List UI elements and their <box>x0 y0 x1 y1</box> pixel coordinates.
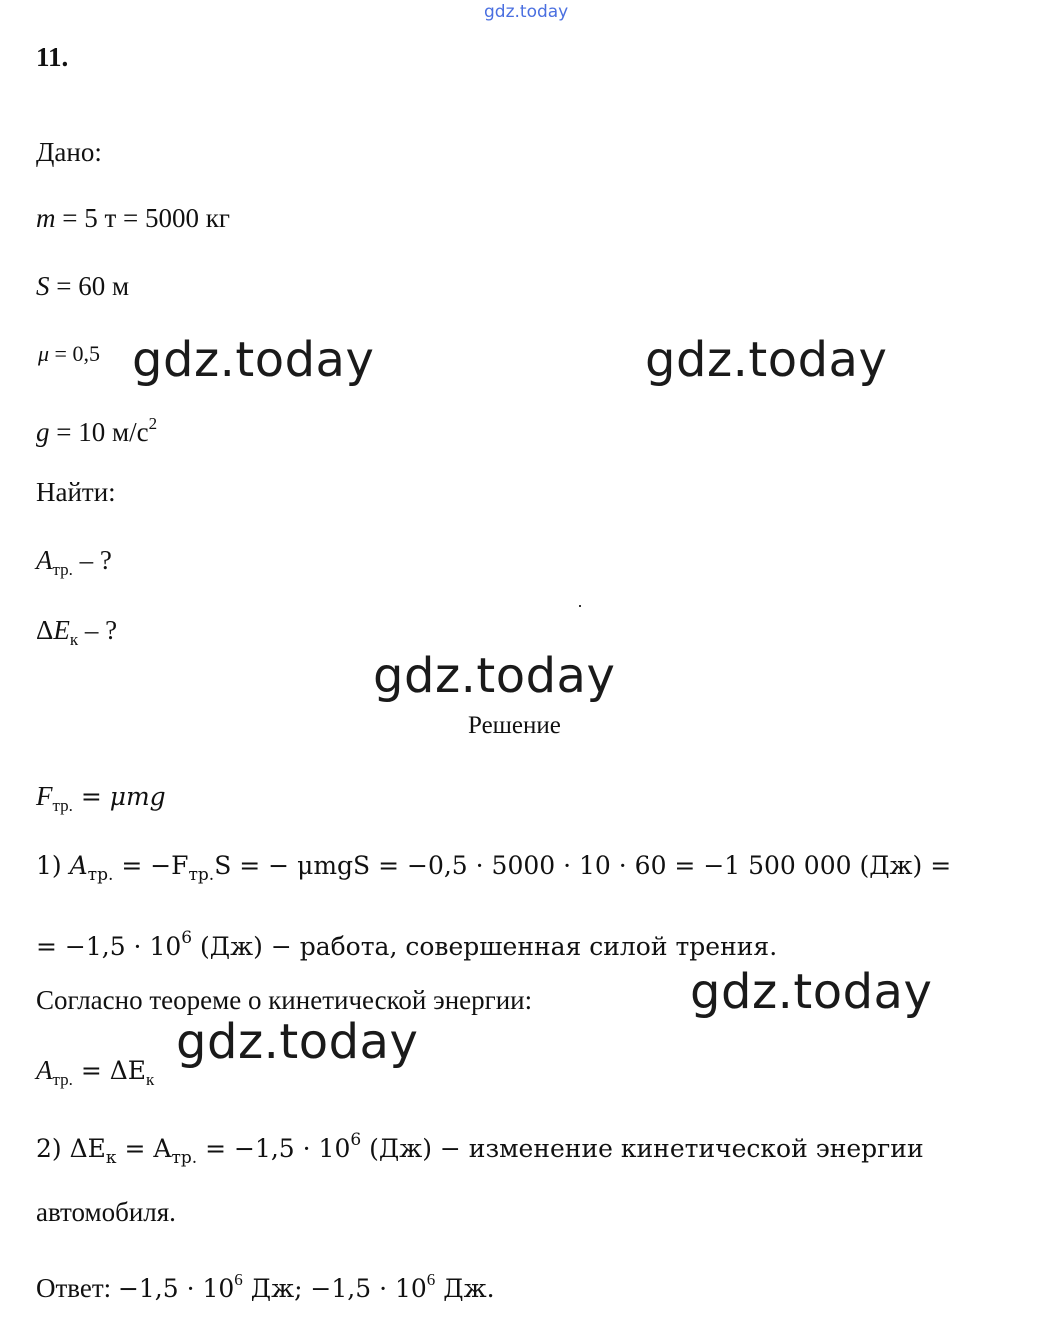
gravity-value: = 10 м/с <box>49 417 149 447</box>
step2-line2: автомобиля. <box>36 1197 176 1227</box>
force-rhs: = μmg <box>72 782 166 811</box>
step2-mid: = A <box>116 1134 172 1163</box>
answer-label: Ответ: <box>36 1273 118 1303</box>
step2-exponent: 6 <box>350 1130 362 1150</box>
solution-heading: Решение <box>468 712 561 739</box>
watermark: gdz.today <box>690 964 933 1020</box>
watermark: gdz.today <box>132 332 375 388</box>
find-heading: Найти: <box>36 477 116 507</box>
mu-value: = 0,5 <box>49 341 100 366</box>
equality-work-subscript: тр. <box>52 1070 73 1089</box>
watermark: gdz.today <box>176 1014 419 1070</box>
step1-rest: S = − μmgS = −0,5 · 5000 · 10 · 60 = −1 500 000 (Дж) = <box>214 851 952 880</box>
step1-line2 <box>36 922 777 963</box>
find-work <box>36 544 112 586</box>
work-question: – ? <box>72 545 112 575</box>
step2-pre: = −1,5 · 10 <box>197 1134 351 1163</box>
speck-dot <box>579 605 581 607</box>
delta-symbol: Δ <box>36 615 54 645</box>
answer-part-b: Дж; −1,5 · 10 <box>242 1274 427 1303</box>
step1-line2-pre: = −1,5 · 10 <box>36 932 182 961</box>
given-gravity <box>36 408 157 448</box>
step1-line2-exponent: 6 <box>181 928 193 948</box>
mass-value: = 5 т = 5000 кг <box>55 203 230 233</box>
step1-work-symbol: A <box>69 851 88 880</box>
step1-line1 <box>36 850 951 891</box>
answer-exponent-2: 6 <box>426 1270 436 1289</box>
equality-mid: = ΔE <box>72 1056 147 1085</box>
step1-force-subscript: тр. <box>188 865 215 885</box>
problem-number: 11. <box>36 42 69 72</box>
step1-line2-rest: (Дж) − работа, совершенная силой трения. <box>192 932 778 961</box>
step1-prefix: 1) <box>36 851 70 880</box>
answer-exponent-1: 6 <box>234 1270 243 1289</box>
find-energy-change <box>36 614 117 656</box>
work-energy-equality <box>36 1054 154 1096</box>
given-friction-coef <box>38 340 100 368</box>
energy-question: – ? <box>78 615 118 645</box>
answer-line <box>36 1264 495 1305</box>
work-subscript: тр. <box>52 560 73 579</box>
given-mass <box>36 202 230 234</box>
watermark: gdz.today <box>645 332 888 388</box>
work-symbol: A <box>36 545 53 575</box>
friction-force-formula <box>36 780 166 822</box>
step2-line1 <box>36 1124 924 1174</box>
step2-prefix: 2) ΔE <box>36 1134 106 1163</box>
mu-symbol: μ <box>38 341 50 366</box>
equality-energy-subscript: к <box>146 1070 155 1089</box>
answer-part-a: −1,5 · 10 <box>117 1274 235 1303</box>
header-watermark: gdz.today <box>484 2 569 22</box>
mass-symbol: m <box>36 203 56 233</box>
answer-part-c: Дж. <box>435 1274 495 1303</box>
force-symbol: F <box>36 781 53 811</box>
given-heading: Дано: <box>36 137 102 167</box>
distance-symbol: S <box>36 271 50 301</box>
theorem-text: Согласно теореме о кинетической энергии: <box>36 985 533 1015</box>
step1-mid: = −F <box>113 851 189 880</box>
gravity-exponent: 2 <box>148 414 158 433</box>
step2-work-subscript: тр. <box>171 1148 198 1168</box>
energy-subscript: к <box>69 630 79 649</box>
force-subscript: тр. <box>52 796 73 815</box>
given-distance <box>36 270 129 302</box>
step1-work-subscript: тр. <box>87 865 114 885</box>
watermark: gdz.today <box>373 648 616 704</box>
energy-symbol: E <box>53 615 70 645</box>
step2-rest: (Дж) − изменение кинетической энергии <box>361 1134 924 1163</box>
equality-work-symbol: A <box>36 1055 53 1085</box>
step2-energy-subscript: к <box>105 1148 117 1168</box>
gravity-symbol: g <box>36 417 50 447</box>
distance-value: = 60 м <box>49 271 130 301</box>
